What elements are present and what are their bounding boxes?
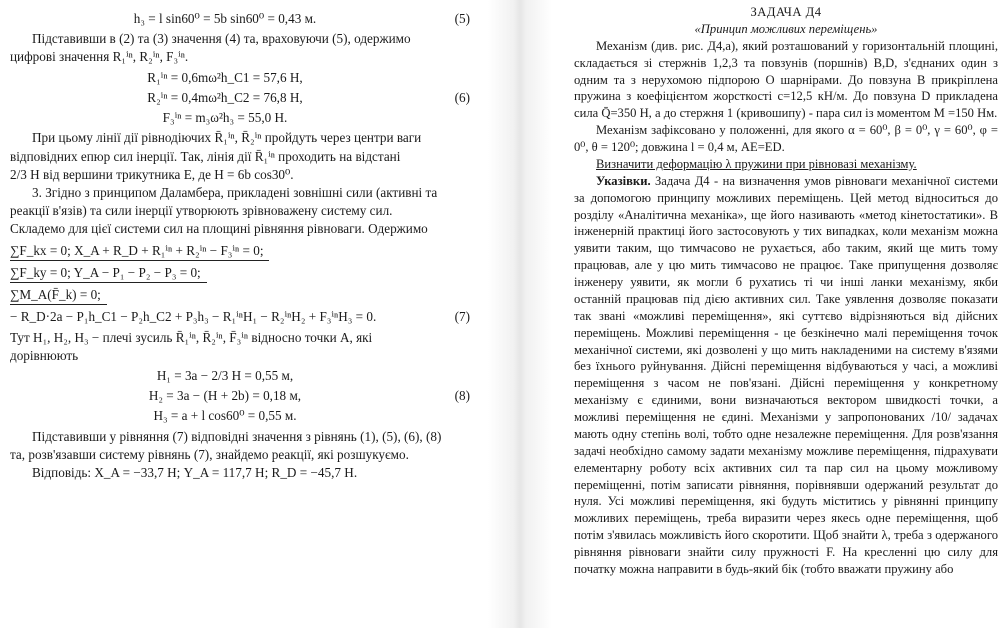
left-line: Підставивши у рівняння (7) відповідні значення з рівнянь (1), (5), (6), (8) [32,428,442,444]
left-line: 2/3 H від вершини трикутника E, де H = 6b cos30⁰. [10,166,294,182]
left-line: дорівнюють [10,347,79,363]
left-line [10,387,470,405]
equation-text: H₁ = 3a − 2/3 H = 0,55 м, [156,367,294,383]
problem-title: ЗАДАЧА Д4 [750,5,822,19]
equilibrium-equation: ∑M_A(F̄_k) = 0; [10,286,107,305]
left-line [10,367,470,385]
left-line [10,89,470,107]
left-page [0,0,488,628]
left-line: реакції в'язів) та сили інерції утворюють зрівноважену систему сил. [10,203,393,219]
left-line [10,286,470,305]
equation-number: (5) [454,11,470,26]
equation-text: − R_D·2a − P₁h_C1 − P₂h_C2 + P₃h₃ − R₁ⁱⁿH₁ − R₂ⁱⁿH₂ + F₃ⁱⁿH₃ = 0. [10,309,377,325]
hints-text: Задача Д4 - на визначення умов рівноваги механічної системи за допомогою принципу можливих переміщень. Цей метод відноситься до розділу «Аналітична механіка», ще його називають «метод кінетостатики». В інженерній практиці його застосовують у тих випадках, коли механізм можна уявити таким, що тимчасово не рухається, або таким, який ще мить тому працював, але у цю мить тимчасово не працює. Таке припущення дозволяє інженеру уявити, як могли б рухатись ті чи інші ланки механізму, якби останній працював під дією активних сил. Таке уявлення дозволяє показати так звані «можливі переміщення», які суттєво відрізняються від дійсних переміщень. Можливі переміщення - це безкінечно малі переміщення точок механічної системи, які дозволені у що мить накладеними на систему в'язями без їхнього руйнування. Дійсні переміщення відбуваються у часі, а можливі переміщення з часом не пов'язані. Дійсні переміщення у конкретному механізму є єдиними, вони визначаються вектором швидкості точки, а можливі переміщення не єдині. Механізми у запропонованих /10/ задачах мають одну степінь волі, тобто одне незалежне переміщення. Для розв'язання задачі необхідно самому задати механізму можливе переміщення, підрахувати елементарну роботу всіх активних сил та пар сил на цьому можливому переміщенні, потім записати рівняння, порівнявши одержаний результат до нуля. Усі можливі переміщення, які будуть міститись у рівнянні принципу можливих переміщень, треба виразити через якесь одне переміщення, щоб потім з'явилась можливість його скоротити. Щоб знайти λ, треба з одержаного рівняння рівноваги знайти силу пружності F. На кресленні цю силу для початку можна направити в будь-який бік (тобто вважати пружину або [574,173,998,576]
left-line [10,10,470,28]
left-line [10,407,470,425]
left-line: та, розв'язавши систему рівнянь (7), знайдемо реакції, які розшукуємо. [10,446,409,462]
problem-task: Визначити деформацію λ пружини при рівновазі механізму. [596,156,917,171]
equation-text: F₃ⁱⁿ = m₃ω²h₃ = 55,0 Н. [162,110,288,126]
left-line: Складемо для цієї системи сил на площині рівняння рівноваги. Одержимо [10,221,428,237]
right-page [552,0,1008,628]
equation-text: H₃ = a + l cos60⁰ = 0,55 м. [153,408,297,424]
equilibrium-equation: ∑F_kx = 0; X_A + R_D + R₁ⁱⁿ + R₂ⁱⁿ − F₃ⁱⁿ = 0; [10,242,269,261]
book-gutter [488,0,552,628]
left-line [10,308,470,326]
left-line: Підставивши в (2) та (3) значення (4) та, враховуючи (5), одержимо [32,31,411,47]
equation-text: H₂ = 3a − (H + 2b) = 0,18 м, [148,388,302,404]
left-line: Тут H₁, H₂, H₃ − плечі зусиль R̄₁ⁱⁿ, R̄₂ⁱⁿ, F̄₃ⁱⁿ відносно точки A, які [10,329,373,345]
problem-hints [574,173,998,578]
hints-label: Указівки. [596,173,651,188]
equation-number: (6) [454,89,470,105]
equation-text: R₁ⁱⁿ = 0,6mω²h_C1 = 57,6 Н, [147,69,303,85]
left-line: 3. Згідно з принципом Даламбера, прикладені зовнішні сили (активні та [32,184,438,200]
problem-intro: Механізм (див. рис. Д4,а), який розташований у горизонтальній площині, складається зі стержнів 1,2,3 та повзунів (поршнів) B,D, з'єднаних один з одним та з нерухомою підпорою O шарнірами. До повзуна B прикріплена пружина з коефіцієнтом жорсткості c=12,5 кН/м. До повзуна D прикладена сила Q̄=350 Н, а до стержня 1 (кривошипу) - пара сил із моментом M =150 Нм. [574,38,998,121]
left-line [10,264,470,283]
equation-number: (8) [454,388,470,404]
equation-text: h₃ = l sin60⁰ = 5b sin60⁰ = 0,43 м. [133,11,317,26]
left-line [10,109,470,127]
left-line [10,242,470,261]
problem-subtitle: «Принцип можливих переміщень» [694,21,878,36]
left-line: Відповідь: X_A = −33,7 Н; Y_A = 117,7 Н; R_D = −45,7 Н. [32,465,358,481]
left-line: При цьому лінії дії рівнодіючих R̄₁ⁱⁿ, R̄₂ⁱⁿ пройдуть через центри ваги [32,130,422,146]
left-line: цифрові значення R₁ⁱⁿ, R₂ⁱⁿ, F₃ⁱⁿ. [10,49,189,65]
equilibrium-equation: ∑F_ky = 0; Y_A − P₁ − P₂ − P₃ = 0; [10,264,207,283]
problem-fixed-position: Механізм зафіксовано у положенні, для якого α = 60⁰, β = 0⁰, γ = 60⁰, φ = 0⁰, θ = 120⁰; довжина l = 0,4 м, AE=ED. [574,123,998,154]
left-line [10,69,470,87]
equation-text: R₂ⁱⁿ = 0,4mω²h_C2 = 76,8 Н, [147,89,303,105]
equation-number: (7) [454,309,470,325]
left-line: відповідних епюр сил інерції. Так, лінія дії R̄₁ⁱⁿ проходить на відстані [10,148,401,164]
